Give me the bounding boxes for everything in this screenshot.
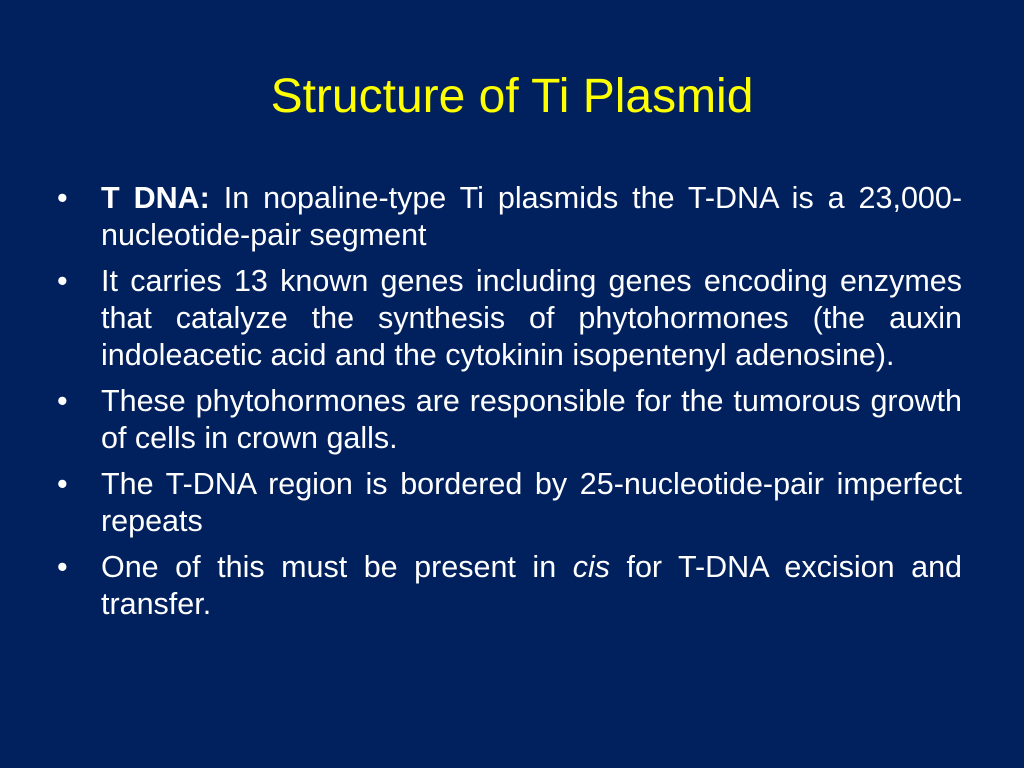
bullet-item	[57, 466, 962, 540]
bullet-lead-term: T DNA:	[101, 181, 210, 215]
bullet-icon: •	[57, 550, 68, 584]
bullet-item	[57, 383, 962, 457]
bullet-item	[57, 263, 962, 374]
bullet-icon: •	[57, 467, 68, 501]
slide-title: Structure of Ti Plasmid	[270, 70, 754, 123]
bullet-text: In nopaline-type Ti plasmids the T-DNA is a 23,000-nucleotide-pair segment	[101, 181, 962, 252]
bullet-icon: •	[57, 384, 68, 418]
bullet-item	[57, 180, 962, 254]
bullet-item	[57, 549, 962, 623]
bullet-icon: •	[57, 264, 68, 298]
bullet-italic-term: cis	[572, 550, 610, 584]
bullet-text: It carries 13 known genes including genes encoding enzymes that catalyze the synthesis of phytohormones (the auxin indoleacetic acid and the cytokinin isopentenyl adenosine).	[101, 264, 962, 372]
bullet-text: These phytohormones are responsible for the tumorous growth of cells in crown galls.	[101, 384, 962, 455]
bullet-icon: •	[57, 181, 68, 215]
bullet-list	[57, 180, 962, 632]
bullet-text: One of this must be present in	[101, 550, 573, 584]
bullet-text: The T-DNA region is bordered by 25-nucleotide-pair imperfect repeats	[101, 467, 962, 538]
bullet-text: for T-DNA excision and transfer.	[101, 550, 962, 621]
